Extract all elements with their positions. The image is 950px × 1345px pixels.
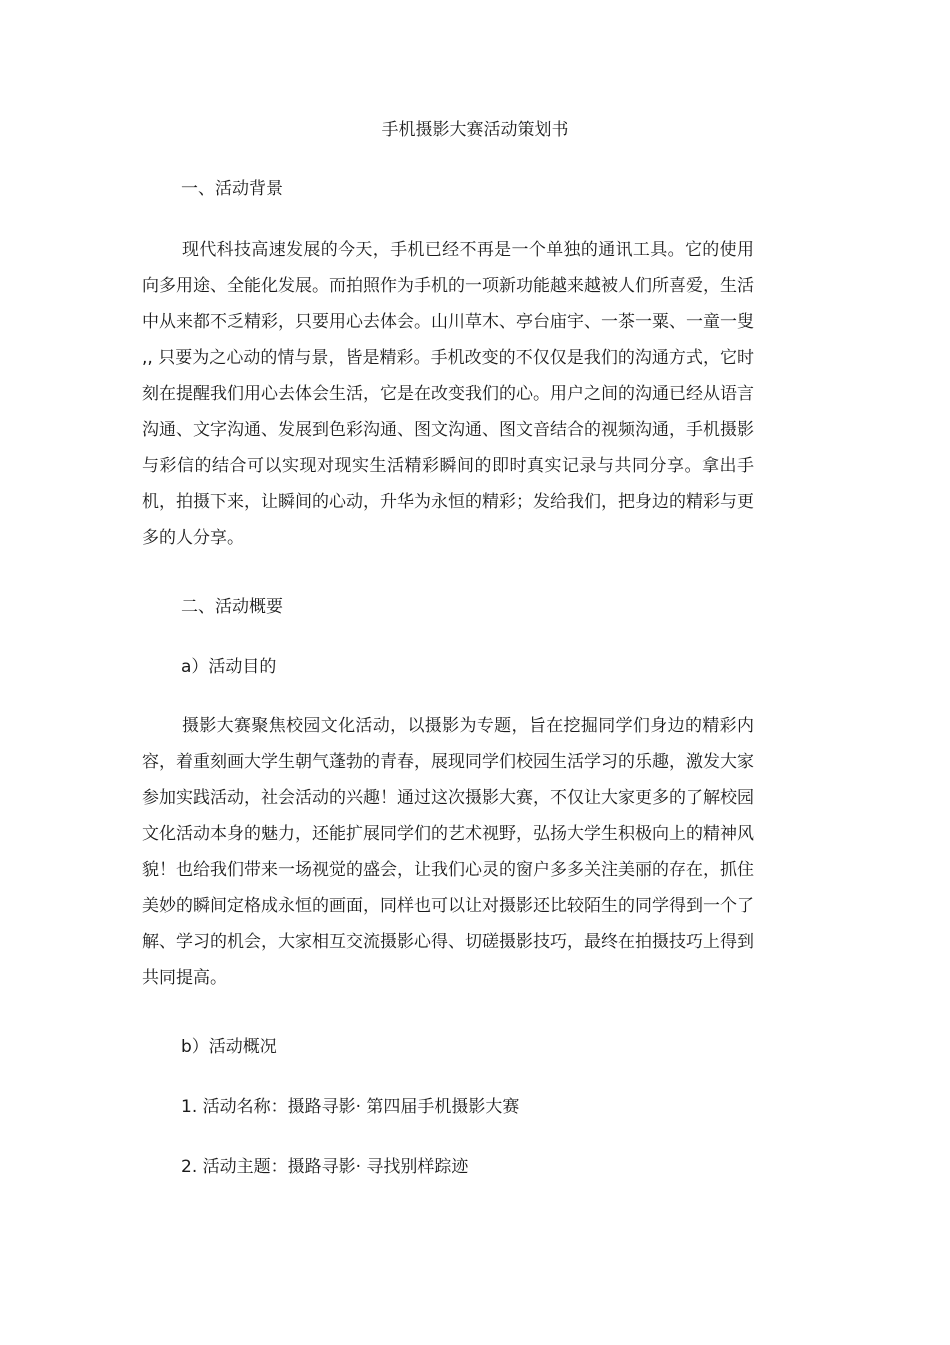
document-title: 手机摄影大赛活动策划书 — [381, 120, 569, 140]
subheading-summary: b）活动概况 — [181, 1037, 277, 1057]
paragraph-purpose: 摄影大赛聚焦校园文化活动，以摄影为专题，旨在挖掘同学们身边的精彩内容，着重刻画大学生朝气蓬勃的青春，展现同学们校园生活学习的乐趣，激发大家参加实践活动，社会活动的兴趣！通过这次摄影大赛，不仅让大家更多的了解校园文化活动本身的魅力，还能扩展同学们的艺术视野，弘扬大学生积极向上的精神风貌！也给我们带来一场视觉的盛会，让我们心灵的窗户多多关注美丽的存在，抓住美妙的瞬间定格成永恒的画面，同样也可以让对摄影还比较陌生的同学得到一个了解、学习的机会，大家相互交流摄影心得、切磋摄影技巧，最终在拍摄技巧上得到共同提高。 — [142, 716, 754, 988]
list-item-activity-theme: 2. 活动主题：摄路寻影· 寻找别样踪迹 — [181, 1157, 469, 1177]
subheading-purpose: a）活动目的 — [181, 657, 277, 677]
paragraph-background: 现代科技高速发展的今天，手机已经不再是一个单独的通讯工具。它的使用向多用途、全能化发展。而拍照作为手机的一项新功能越来越被人们所喜爱，生活中从来都不乏精彩，只要用心去体会。山川草木、亭台庙宇、一茶一粟、一童一叟 ,, 只要为之心动的情与景，皆是精彩。手机改变的不仅仅是我们的沟通方式，它时刻在提醒我们用心去体会生活，它是在改变我们的心。用户之间的沟通已经从语言沟通、文字沟通、发展到色彩沟通、图文沟通、图文音结合的视频沟通，手机摄影与彩信的结合可以实现对现实生活精彩瞬间的即时真实记录与共同分享。拿出手机，拍摄下来，让瞬间的心动，升华为永恒的精彩；发给我们，把身边的精彩与更多的人分享。 — [142, 240, 754, 548]
section-heading-background: 一、活动背景 — [181, 179, 283, 199]
section-heading-overview: 二、活动概要 — [181, 597, 283, 617]
list-item-activity-name: 1. 活动名称：摄路寻影· 第四届手机摄影大赛 — [181, 1097, 520, 1117]
